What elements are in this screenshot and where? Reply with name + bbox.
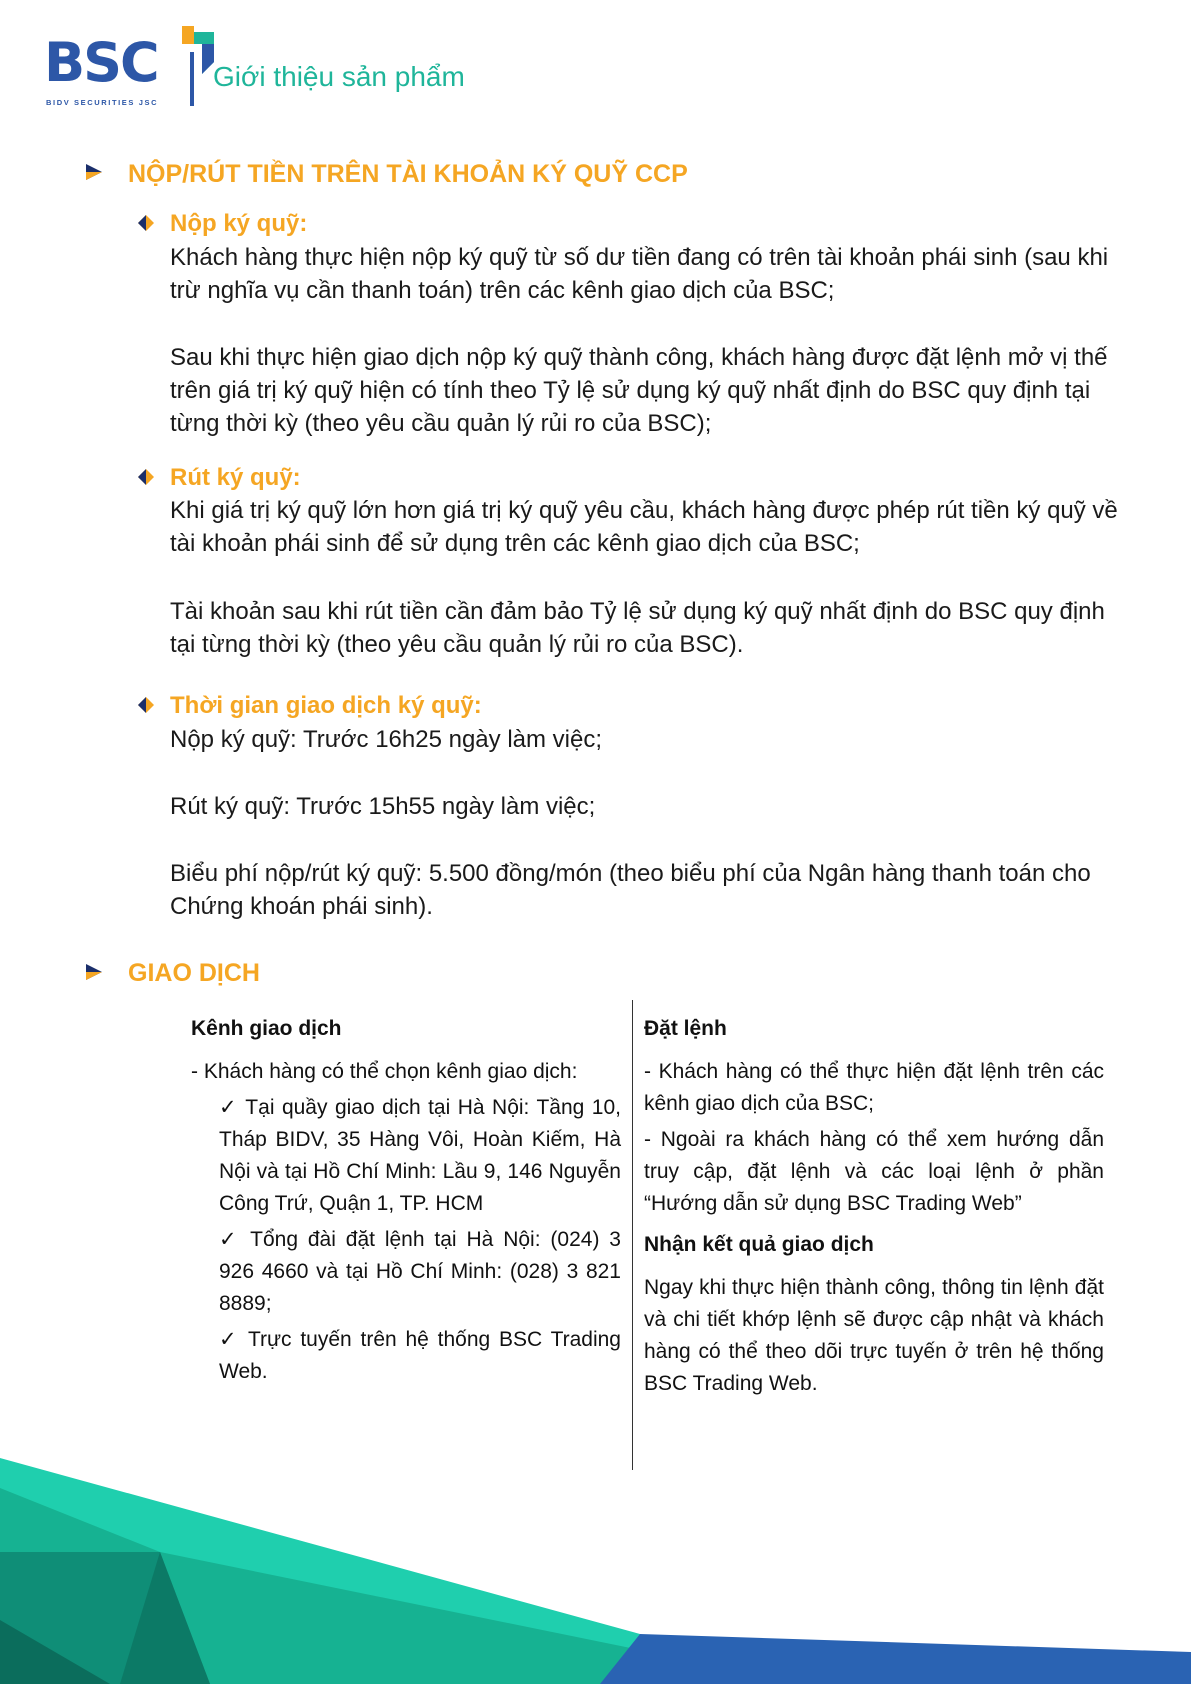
logo-subtitle: BIDV SECURITIES JSC <box>46 98 159 107</box>
subsection-title-withdraw: Rút ký quỹ: <box>170 464 301 491</box>
list-item: ✓ Tổng đài đặt lệnh tại Hà Nội: (024) 3 926 4660 và tại Hồ Chí Minh: (028) 3 821 8889; <box>219 1228 621 1315</box>
section-bullet-icon <box>84 962 104 982</box>
paragraph: Rút ký quỹ: Trước 15h55 ngày làm việc; <box>170 793 596 820</box>
paragraph: Khách hàng thực hiện nộp ký quỹ từ số dư tiền đang có trên tài khoản phái sinh (sau khi trừ nghĩa vụ cần thanh toán) trên các kênh giao dịch của BSC; <box>170 244 1109 304</box>
paragraph: Tài khoản sau khi rút tiền cần đảm bảo Tỷ lệ sử dụng ký quỹ nhất định do BSC quy định tại từng thời kỳ (theo yêu cầu quản lý rủi ro của BSC). <box>170 598 1105 658</box>
table-column-orders <box>644 1014 1104 1400</box>
paragraph: Khi giá trị ký quỹ lớn hơn giá trị ký quỹ yêu cầu, khách hàng được phép rút tiền ký quỹ về tài khoản phái sinh để sử dụng trên các kênh giao dịch của BSC; <box>170 497 1118 557</box>
paragraph: Sau khi thực hiện giao dịch nộp ký quỹ thành công, khách hàng được đặt lệnh mở vị thế trên giá trị ký quỹ hiện có tính theo Tỷ lệ sử dụng ký quỹ nhất định do BSC quy định tại từng thời kỳ (theo yêu cầu quản lý rủi ro của BSC); <box>170 344 1108 437</box>
list-item: ✓ Tại quầy giao dịch tại Hà Nội: Tầng 10, Tháp BIDV, 35 Hàng Vôi, Hoàn Kiếm, Hà Nội và tại Hồ Chí Minh: Lầu 9, 146 Nguyễn Công Trứ, Quận 1, TP. HCM <box>219 1096 621 1215</box>
paragraph: Nộp ký quỹ: Trước 16h25 ngày làm việc; <box>170 726 602 753</box>
section-bullet-icon <box>84 162 104 182</box>
list-intro: - Khách hàng có thể chọn kênh giao dịch: <box>191 1060 578 1083</box>
table-column-channels <box>191 1014 621 1388</box>
column-heading: Nhận kết quả giao dịch <box>644 1233 874 1256</box>
list-item: ✓ Trực tuyến trên hệ thống BSC Trading Web. <box>219 1328 621 1383</box>
section-title-trading: GIAO DỊCH <box>128 959 260 987</box>
paragraph: Ngay khi thực hiện thành công, thông tin lệnh đặt và chi tiết khớp lệnh sẽ được cập nhật và khách hàng có thể theo dõi trực tuyến ở trên hệ thống BSC Trading Web. <box>644 1276 1104 1395</box>
column-divider <box>632 1000 633 1470</box>
sub-bullet-icon <box>138 697 154 713</box>
paragraph: - Ngoài ra khách hàng có thể xem hướng dẫn truy cập, đặt lệnh và các loại lệnh ở phần “Hướng dẫn sử dụng BSC Trading Web” <box>644 1128 1104 1215</box>
column-heading: Đặt lệnh <box>644 1017 727 1040</box>
subsection-title-deposit: Nộp ký quỹ: <box>170 210 308 237</box>
sub-bullet-icon <box>138 215 154 231</box>
paragraph: Biểu phí nộp/rút ký quỹ: 5.500 đồng/món (theo biểu phí của Ngân hàng thanh toán cho Chứng khoán phái sinh). <box>170 860 1091 920</box>
header-divider <box>190 52 194 106</box>
subsection-title-timing: Thời gian giao dịch ký quỹ: <box>170 692 482 719</box>
bsc-logo <box>44 22 184 112</box>
logo-text: BSC <box>44 31 158 94</box>
section-title-deposit-withdraw: NỘP/RÚT TIỀN TRÊN TÀI KHOẢN KÝ QUỸ CCP <box>128 160 688 188</box>
page-title: Giới thiệu sản phẩm <box>213 61 465 92</box>
decorative-wave-shapes <box>0 1440 1191 1684</box>
paragraph: - Khách hàng có thể thực hiện đặt lệnh trên các kênh giao dịch của BSC; <box>644 1060 1104 1115</box>
column-heading: Kênh giao dịch <box>191 1017 342 1040</box>
sub-bullet-icon <box>138 469 154 485</box>
